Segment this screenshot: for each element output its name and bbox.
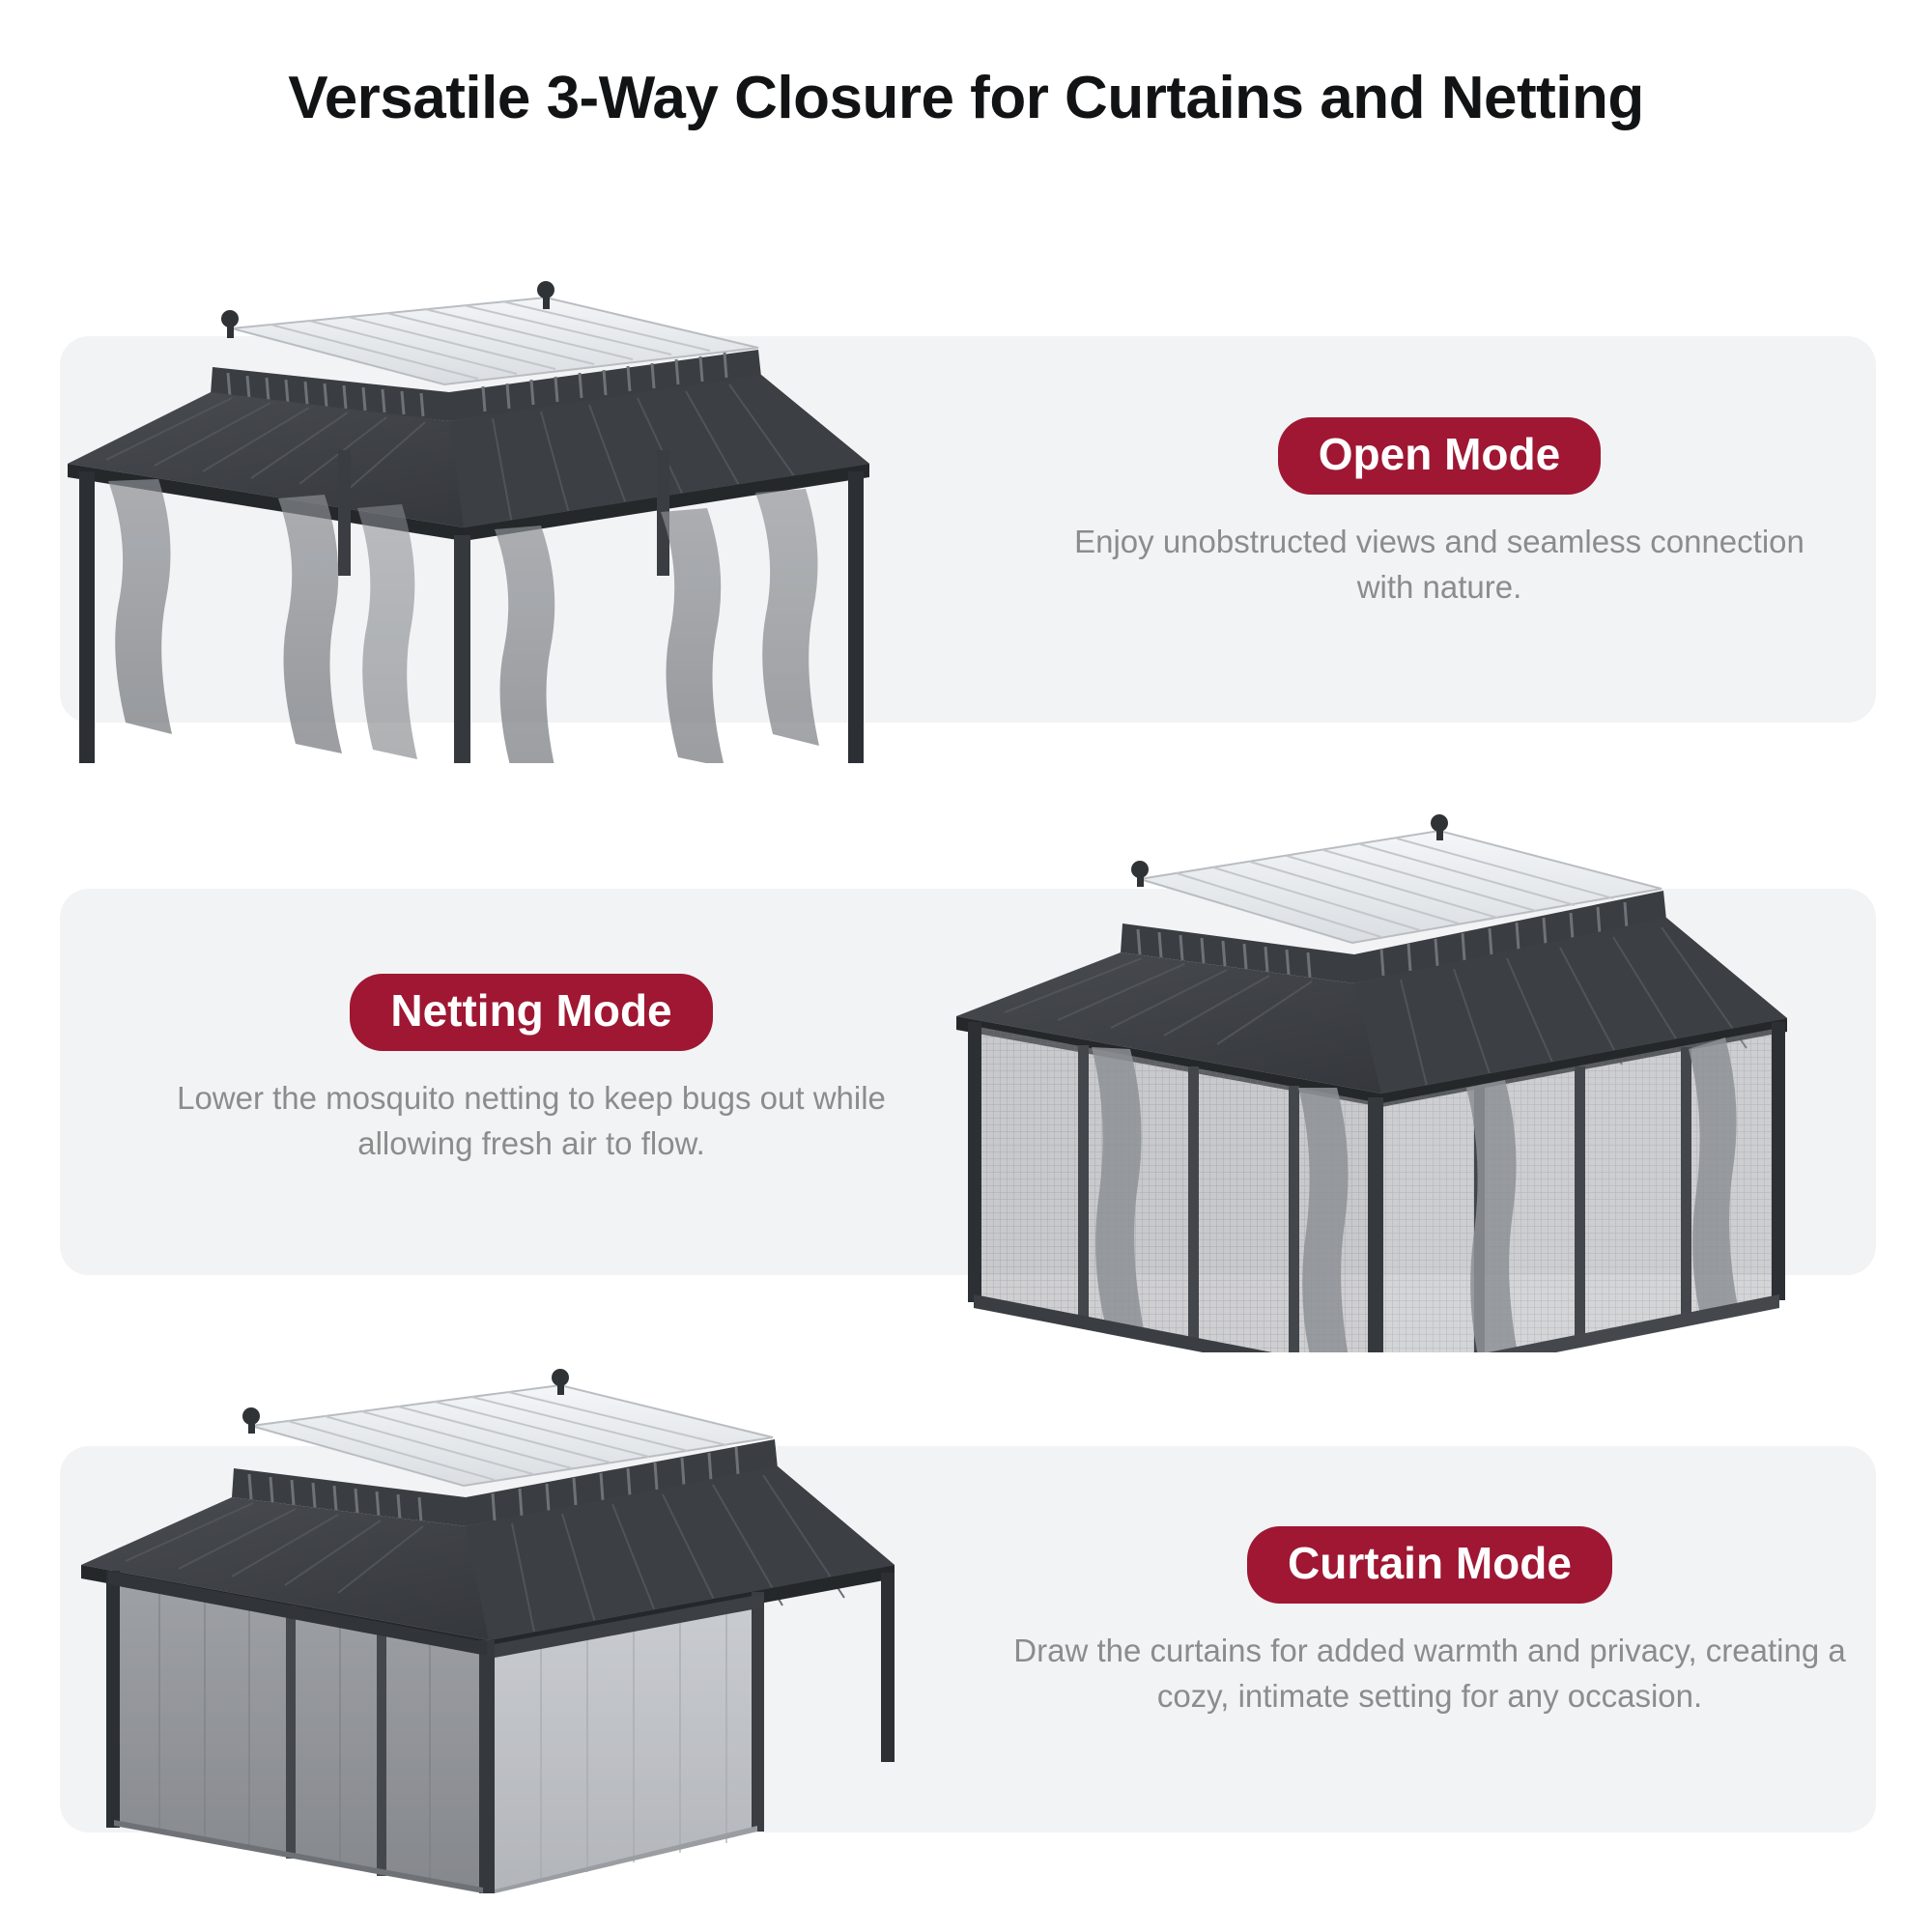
section-text-netting-mode <box>145 974 918 1167</box>
gazebo-netting-mode-illustration <box>898 773 1893 1352</box>
description-netting-mode: Lower the mosquito netting to keep bugs out while allowing fresh air to flow. <box>177 1080 886 1162</box>
badge-open-mode: Open Mode <box>1278 417 1601 495</box>
description-open-mode: Enjoy unobstructed views and seamless connection with nature. <box>1074 524 1804 606</box>
badge-curtain-mode: Curtain Mode <box>1247 1526 1612 1604</box>
section-text-open-mode <box>1053 417 1826 611</box>
gazebo-open-mode-illustration <box>39 222 1034 763</box>
description-curtain-mode: Draw the curtains for added warmth and privacy, creating a cozy, intimate setting for any occasion. <box>1013 1633 1846 1715</box>
section-text-curtain-mode <box>995 1526 1864 1719</box>
badge-netting-mode: Netting Mode <box>350 974 712 1051</box>
page-title: Versatile 3-Way Closure for Curtains and Netting <box>288 65 1644 131</box>
gazebo-curtain-mode-illustration <box>58 1333 1024 1893</box>
